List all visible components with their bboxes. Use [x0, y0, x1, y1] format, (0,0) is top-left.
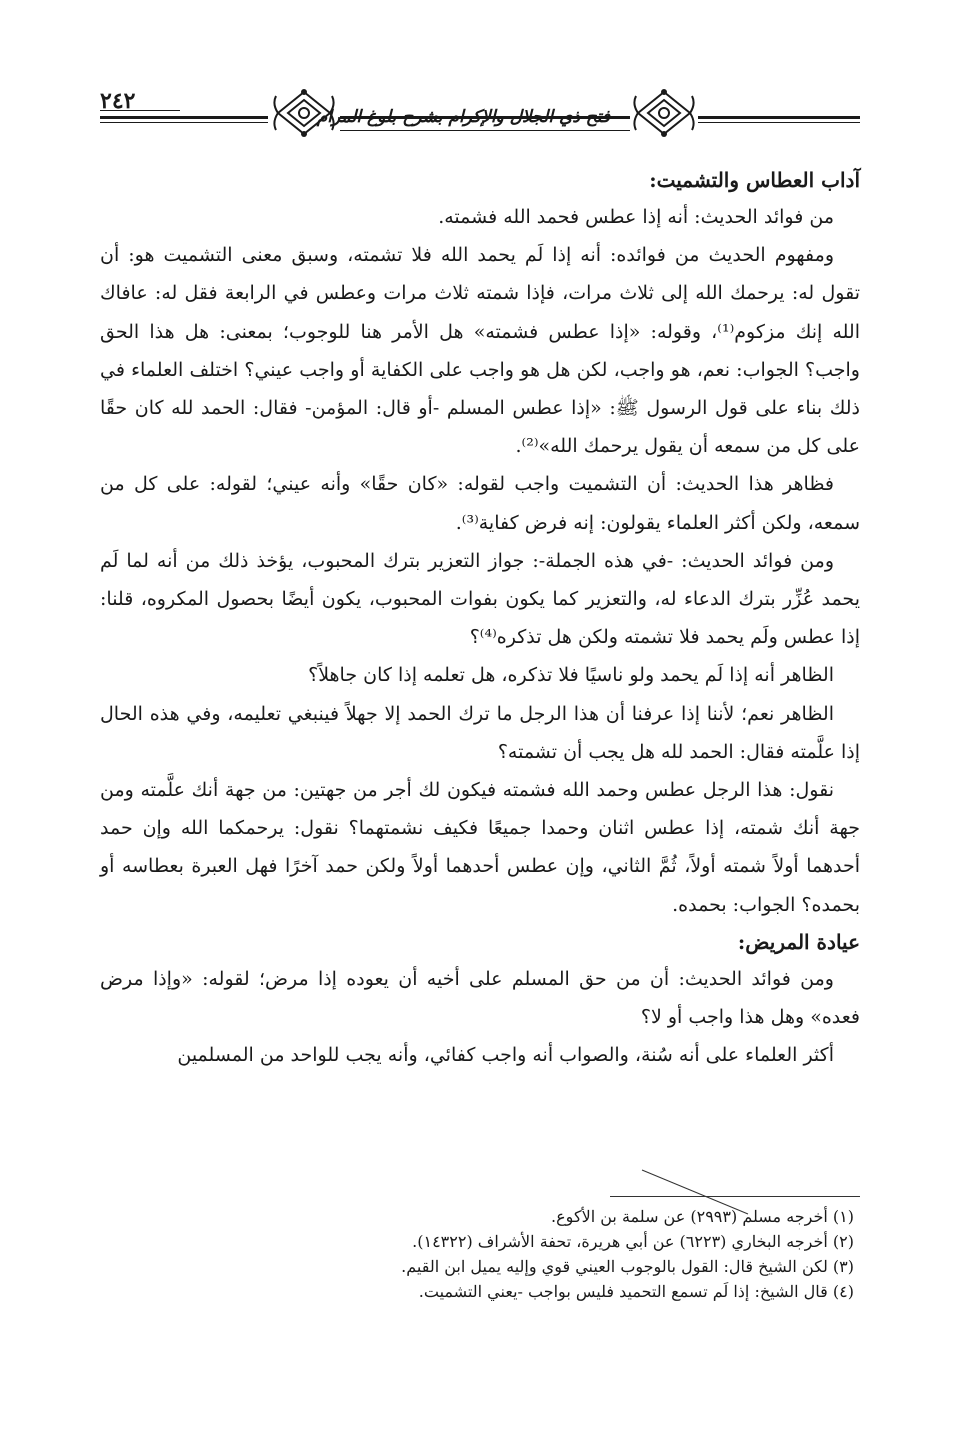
header-rule [100, 122, 268, 123]
paragraph: الظاهر أنه إذا لَم يحمد ولو ناسيًا فلا تذكره، هل تعلمه إذا كان جاهلاً؟ [308, 664, 834, 687]
page-number: ٢٤٢ [100, 88, 136, 114]
running-title: فتح ذي الجلال والإكرام بشرح بلوغ المرام [316, 107, 610, 127]
main-text [100, 162, 860, 1074]
pen-stroke-icon [640, 1168, 750, 1218]
paragraph: ومن فوائد الحديث: -في هذه الجملة-: جواز التعزير بترك المحبوب، يؤخذ ذلك من أنه لما لَم يحمد عُزِّر بترك الدعاء له، والتعزير كما يكون بفوات المحبوب، يكون أيضًا بحصول المكروه، قلنا: إذا عطس ولَم يحمد فلا تشمته ولكن هل تذكره⁽⁴⁾؟ [100, 549, 860, 649]
paragraph: الظاهر نعم؛ لأننا إذا عرفنا أن هذا الرجل ما ترك الحمد إلا جهلاً فينبغي تعليمه، وفي هذه الحال إذا علَّمته فقال: الحمد لله هل يجب أن تشمته؟ [100, 702, 860, 763]
footnote: (٤) قال الشيخ: إذا لَم تسمع التحميد فليس بواجب -يعني التشميت. [418, 1282, 854, 1301]
footnote: (٢) أخرجه البخاري (٦٢٢٣) عن أبي هريرة، تحفة الأشراف (١٤٣٢٢). [412, 1232, 854, 1251]
footnotes [100, 1204, 860, 1304]
ornament-icon [632, 88, 696, 138]
section-heading: آداب العطاس والتشميت: [649, 168, 860, 192]
paragraph: نقول: هذا الرجل عطس وحمد الله فشمته فيكون لك أجر من جهتين: من جهة أنك علَّمته ومن جهة أنك شمته، إذا عطس اثنان وحمدا جميعًا فكيف نشمتهما؟ نقول: يرحمكما الله وإن حمد أحدهما أولاً شمته أولاً، ثُمَّ الثاني، وإن عطس أحدهما أولاً ولكن حمد آخرًا فهل العبرة بعطاسه أو بحمده؟ الجواب: بحمده. [100, 779, 860, 916]
footnote: (٣) لكن الشيخ قال: القول بالوجوب العيني قوي وإليه يميل ابن القيم. [401, 1257, 854, 1276]
header-rule [100, 110, 180, 111]
header-rule [100, 116, 268, 119]
header-rule [698, 122, 860, 123]
footnote: (١) أخرجه مسلم (٢٩٩٣) عن سلمة بن الأكوع. [551, 1207, 854, 1226]
paragraph: ومن فوائد الحديث: أن من حق المسلم على أخيه أن يعوده إذا مرض؛ لقوله: «وإذا مرض فعده» وهل هذا واجب أو لا؟ [100, 967, 860, 1029]
header-rule [340, 130, 630, 131]
header-rule [698, 116, 860, 119]
paragraph: فظاهر هذا الحديث: أن التشميت واجب لقوله: «كان حقًا» وأنه عيني؛ لقوله: على كل من سمعه، ولكن أكثر العلماء يقولون: إنه فرض كفاية⁽³⁾. [100, 473, 860, 534]
paragraph: ومفهوم الحديث من فوائده: أنه إذا لَم يحمد الله فلا تشمته، وسبق معنى التشميت هو: أن تقول له: يرحمك الله إلى ثلاث مرات، فإذا شمته ثلاث مرات وعطس في الرابعة فقل له: عافاك الله إنك مزكوم⁽¹⁾، وقوله: «إذا عطس فشمته» هل الأمر هنا للوجوب؛ بمعنى: هل هذا الحق واجب؟ الجواب: نعم، هو واجب، لكن هل هو واجب على الكفاية أو واجب عيني؟ اختلف العلماء في ذلك بناء على قول الرسول ﷺ: «إذا عطس المسلم -أو قال: المؤمن- فقال: الحمد لله كان حقًا على كل من سمعه أن يقول يرحمك الله»⁽²⁾. [100, 244, 861, 458]
section-heading: عيادة المريض: [737, 929, 860, 954]
paragraph: أكثر العلماء على أنه سُنة، والصواب أنه واجب كفائي، وأنه يجب للواحد من المسلمين [177, 1044, 834, 1067]
page-header [100, 80, 860, 140]
paragraph: من فوائد الحديث: أنه إذا عطس فحمد الله فشمته. [438, 206, 834, 228]
